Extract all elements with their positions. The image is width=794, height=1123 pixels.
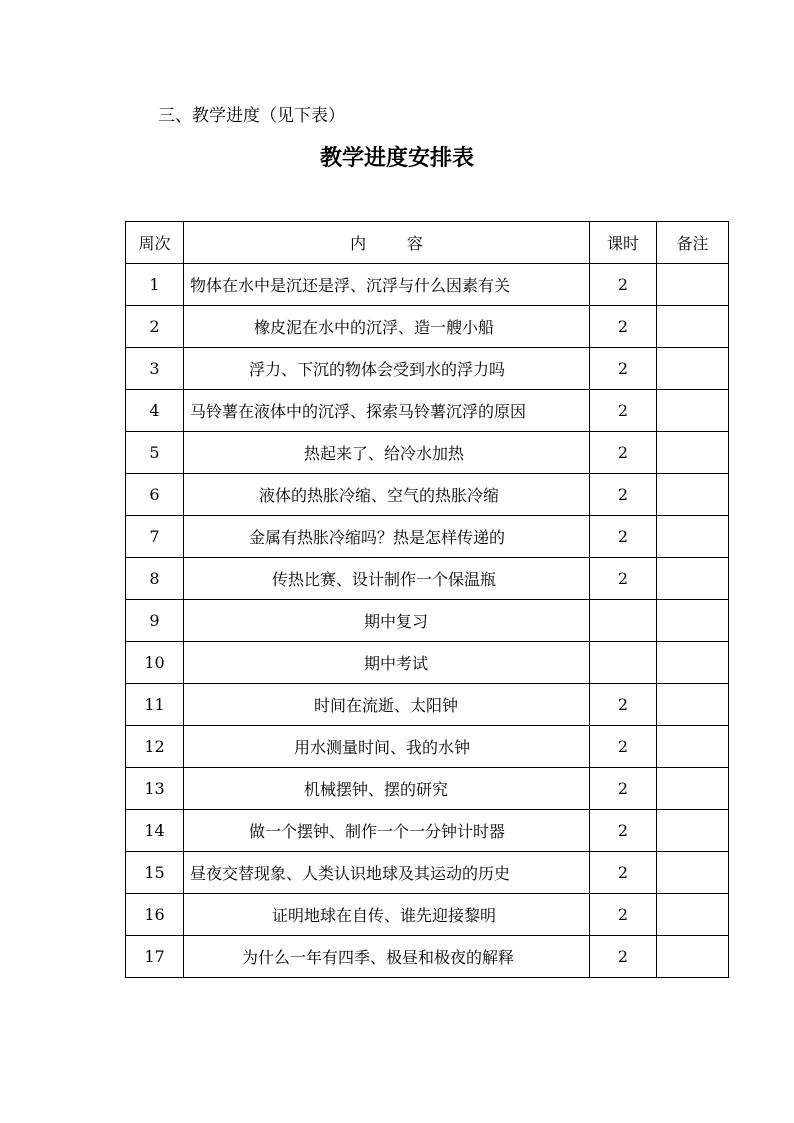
table-row — [126, 264, 729, 306]
cell-week: 10 — [126, 642, 184, 684]
cell-notes — [657, 390, 729, 432]
cell-hours: 2 — [590, 810, 657, 852]
cell-notes — [657, 474, 729, 516]
cell-week: 1 — [126, 264, 184, 306]
cell-content: 时间在流逝、太阳钟 — [184, 684, 590, 726]
cell-week: 11 — [126, 684, 184, 726]
cell-content: 金属有热胀冷缩吗？热是怎样传递的 — [184, 516, 590, 558]
cell-hours: 2 — [590, 936, 657, 978]
cell-hours: 2 — [590, 348, 657, 390]
cell-hours: 2 — [590, 684, 657, 726]
cell-notes — [657, 810, 729, 852]
header-content: 内 容 — [184, 222, 590, 264]
cell-content: 浮力、下沉的物体会受到水的浮力吗 — [184, 348, 590, 390]
cell-notes — [657, 516, 729, 558]
cell-week: 6 — [126, 474, 184, 516]
cell-week: 16 — [126, 894, 184, 936]
cell-week: 8 — [126, 558, 184, 600]
table-row — [126, 768, 729, 810]
header-hours: 课时 — [590, 222, 657, 264]
cell-hours: 2 — [590, 306, 657, 348]
cell-week: 4 — [126, 390, 184, 432]
cell-notes — [657, 768, 729, 810]
cell-notes — [657, 306, 729, 348]
cell-content: 为什么一年有四季、极昼和极夜的解释 — [184, 936, 590, 978]
cell-week: 3 — [126, 348, 184, 390]
cell-hours: 2 — [590, 558, 657, 600]
cell-hours: 2 — [590, 474, 657, 516]
cell-hours — [590, 600, 657, 642]
cell-content: 期中考试 — [184, 642, 590, 684]
cell-hours: 2 — [590, 852, 657, 894]
cell-notes — [657, 432, 729, 474]
cell-hours: 2 — [590, 390, 657, 432]
cell-week: 15 — [126, 852, 184, 894]
table-row — [126, 936, 729, 978]
cell-hours: 2 — [590, 894, 657, 936]
cell-hours: 2 — [590, 516, 657, 558]
cell-content: 橡皮泥在水中的沉浮、造一艘小船 — [184, 306, 590, 348]
table-row — [126, 474, 729, 516]
cell-notes — [657, 348, 729, 390]
cell-notes — [657, 642, 729, 684]
cell-content: 热起来了、给冷水加热 — [184, 432, 590, 474]
cell-week: 12 — [126, 726, 184, 768]
table-row — [126, 642, 729, 684]
cell-hours: 2 — [590, 264, 657, 306]
cell-notes — [657, 936, 729, 978]
cell-notes — [657, 558, 729, 600]
table-row — [126, 852, 729, 894]
cell-week: 2 — [126, 306, 184, 348]
table-row — [126, 516, 729, 558]
cell-content: 液体的热胀冷缩、空气的热胀冷缩 — [184, 474, 590, 516]
cell-hours: 2 — [590, 768, 657, 810]
table-row — [126, 600, 729, 642]
cell-hours — [590, 642, 657, 684]
cell-notes — [657, 684, 729, 726]
cell-content: 马铃薯在液体中的沉浮、探索马铃薯沉浮的原因 — [184, 390, 590, 432]
table-row — [126, 558, 729, 600]
cell-notes — [657, 726, 729, 768]
section-heading: 三、教学进度（见下表） — [158, 106, 345, 126]
cell-content: 传热比赛、设计制作一个保温瓶 — [184, 558, 590, 600]
cell-content: 期中复习 — [184, 600, 590, 642]
header-notes: 备注 — [657, 222, 729, 264]
cell-week: 5 — [126, 432, 184, 474]
cell-notes — [657, 894, 729, 936]
cell-hours: 2 — [590, 432, 657, 474]
cell-content: 做一个摆钟、制作一个一分钟计时器 — [184, 810, 590, 852]
document-title: 教学进度安排表 — [319, 146, 474, 171]
cell-content: 机械摆钟、摆的研究 — [184, 768, 590, 810]
cell-week: 14 — [126, 810, 184, 852]
table-row — [126, 684, 729, 726]
cell-week: 13 — [126, 768, 184, 810]
table-header-row — [126, 222, 729, 264]
cell-notes — [657, 852, 729, 894]
table-row — [126, 390, 729, 432]
cell-content: 用水测量时间、我的水钟 — [184, 726, 590, 768]
table-row — [126, 726, 729, 768]
cell-hours: 2 — [590, 726, 657, 768]
cell-content: 昼夜交替现象、人类认识地球及其运动的历史 — [184, 852, 590, 894]
cell-notes — [657, 264, 729, 306]
cell-content: 物体在水中是沉还是浮、沉浮与什么因素有关 — [184, 264, 590, 306]
table-row — [126, 894, 729, 936]
table-row — [126, 306, 729, 348]
header-week: 周次 — [126, 222, 184, 264]
cell-week: 7 — [126, 516, 184, 558]
table-row — [126, 810, 729, 852]
cell-week: 9 — [126, 600, 184, 642]
table-row — [126, 348, 729, 390]
cell-notes — [657, 600, 729, 642]
cell-week: 17 — [126, 936, 184, 978]
table-row — [126, 432, 729, 474]
schedule-table — [125, 221, 729, 978]
cell-content: 证明地球在自传、谁先迎接黎明 — [184, 894, 590, 936]
